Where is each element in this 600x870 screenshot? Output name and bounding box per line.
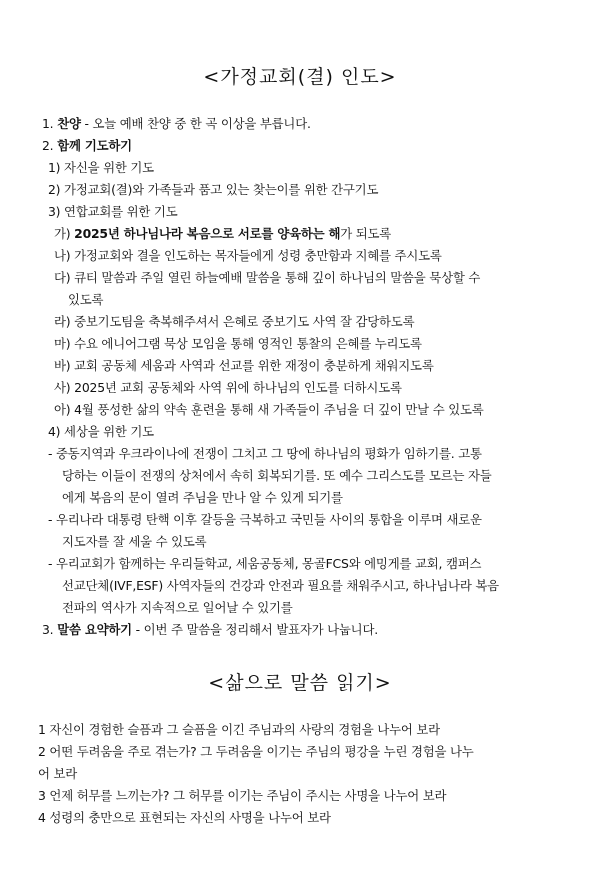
item-number: 1.: [42, 116, 54, 131]
question-2-line-1: 2 어떤 두려움을 주로 겪는가? 그 두려움을 이기는 주님의 평강을 누린 경험을 나누: [38, 744, 474, 759]
ga-suffix: 가 되도록: [340, 226, 392, 241]
world-prayer-2-line-2: 지도자를 잘 세울 수 있도록: [62, 534, 207, 549]
prayer-sub-2: 2) 가정교회(결)와 가족들과 품고 있는 찾는이를 위한 간구기도: [48, 182, 379, 197]
prayer-da-1: 다) 큐티 말씀과 주일 열린 하늘예배 말씀을 통해 깊이 하나님의 말씀을 묵상할 수: [54, 270, 481, 285]
item-text: - 오늘 예배 찬양 중 한 곡 이상을 부릅니다.: [80, 116, 311, 131]
item-praise: [42, 116, 311, 132]
ga-bold: 2025년 하나님나라 복음으로 서로를 양육하는 해: [74, 226, 341, 241]
prayer-a: 아) 4월 풍성한 삶의 약속 훈련을 통해 새 가족들이 주님을 더 깊이 만날 수 있도록: [54, 402, 484, 417]
world-prayer-3-line-1: - 우리교회가 함께하는 우리들학교, 세움공동체, 몽골FCS와 에밍게를 교회, 캠퍼스: [48, 556, 482, 571]
ga-prefix: 가): [54, 226, 75, 241]
item-number: 2.: [42, 138, 54, 153]
item-label: 찬양: [57, 116, 81, 131]
section-title-house-church: <가정교회(결) 인도>: [203, 66, 397, 88]
prayer-sa: 사) 2025년 교회 공동체와 사역 위에 하나님의 인도를 더하시도록: [54, 380, 402, 395]
prayer-na: 나) 가정교회와 결을 인도하는 목자들에게 성령 충만함과 지혜를 주시도록: [54, 248, 442, 263]
item-pray-together: [42, 138, 132, 154]
item-sermon-summary: [42, 622, 378, 638]
world-prayer-1-line-2: 당하는 이들이 전쟁의 상처에서 속히 회복되기를. 또 예수 그리스도를 모르는 자들: [62, 468, 492, 483]
prayer-sub-4: 4) 세상을 위한 기도: [48, 424, 154, 439]
item-text: - 이번 주 말씀을 정리해서 발표자가 나눕니다.: [131, 622, 378, 637]
question-1: 1 자신이 경험한 슬픔과 그 슬픔을 이긴 주님과의 사랑의 경험을 나누어 보라: [38, 722, 440, 737]
prayer-ma: 마) 수요 에니어그램 묵상 모임을 통해 영적인 통찰의 은혜를 누리도록: [54, 336, 422, 351]
world-prayer-3-line-2: 선교단체(IVF,ESF) 사역자들의 건강과 안전과 필요를 채워주시고, 하나님나라 복음: [62, 578, 499, 593]
section-title-word-reading: <삶으로 말씀 읽기>: [208, 672, 392, 694]
prayer-sub-3: 3) 연합교회를 위한 기도: [48, 204, 178, 219]
item-number: 3.: [42, 622, 54, 637]
prayer-da-2: 있도록: [68, 292, 104, 307]
prayer-ra: 라) 중보기도팀을 축복해주셔서 은혜로 중보기도 사역 잘 감당하도록: [54, 314, 415, 329]
item-label: 함께 기도하기: [57, 138, 132, 153]
prayer-ba: 바) 교회 공동체 세움과 사역과 선교를 위한 재정이 충분하게 채워지도록: [54, 358, 434, 373]
world-prayer-3-line-3: 전파의 역사가 지속적으로 일어날 수 있기를: [62, 600, 293, 615]
world-prayer-2-line-1: - 우리나라 대통령 탄핵 이후 갈등을 극복하고 국민들 사이의 통합을 이루며 새로운: [48, 512, 482, 527]
item-label: 말씀 요약하기: [57, 622, 132, 637]
world-prayer-1-line-3: 에게 복음의 문이 열려 주님을 만나 알 수 있게 되기를: [62, 490, 343, 505]
world-prayer-1-line-1: - 중동지역과 우크라이나에 전쟁이 그치고 그 땅에 하나님의 평화가 임하기를. 고통: [48, 446, 482, 461]
prayer-ga: [54, 226, 391, 242]
question-4: 4 성령의 충만으로 표현되는 자신의 사명을 나누어 보라: [38, 810, 331, 825]
question-2-line-2: 어 보라: [38, 766, 78, 781]
prayer-sub-1: 1) 자신을 위한 기도: [48, 160, 154, 175]
question-3: 3 언제 허무를 느끼는가? 그 허무를 이기는 주님이 주시는 사명을 나누어 보라: [38, 788, 447, 803]
